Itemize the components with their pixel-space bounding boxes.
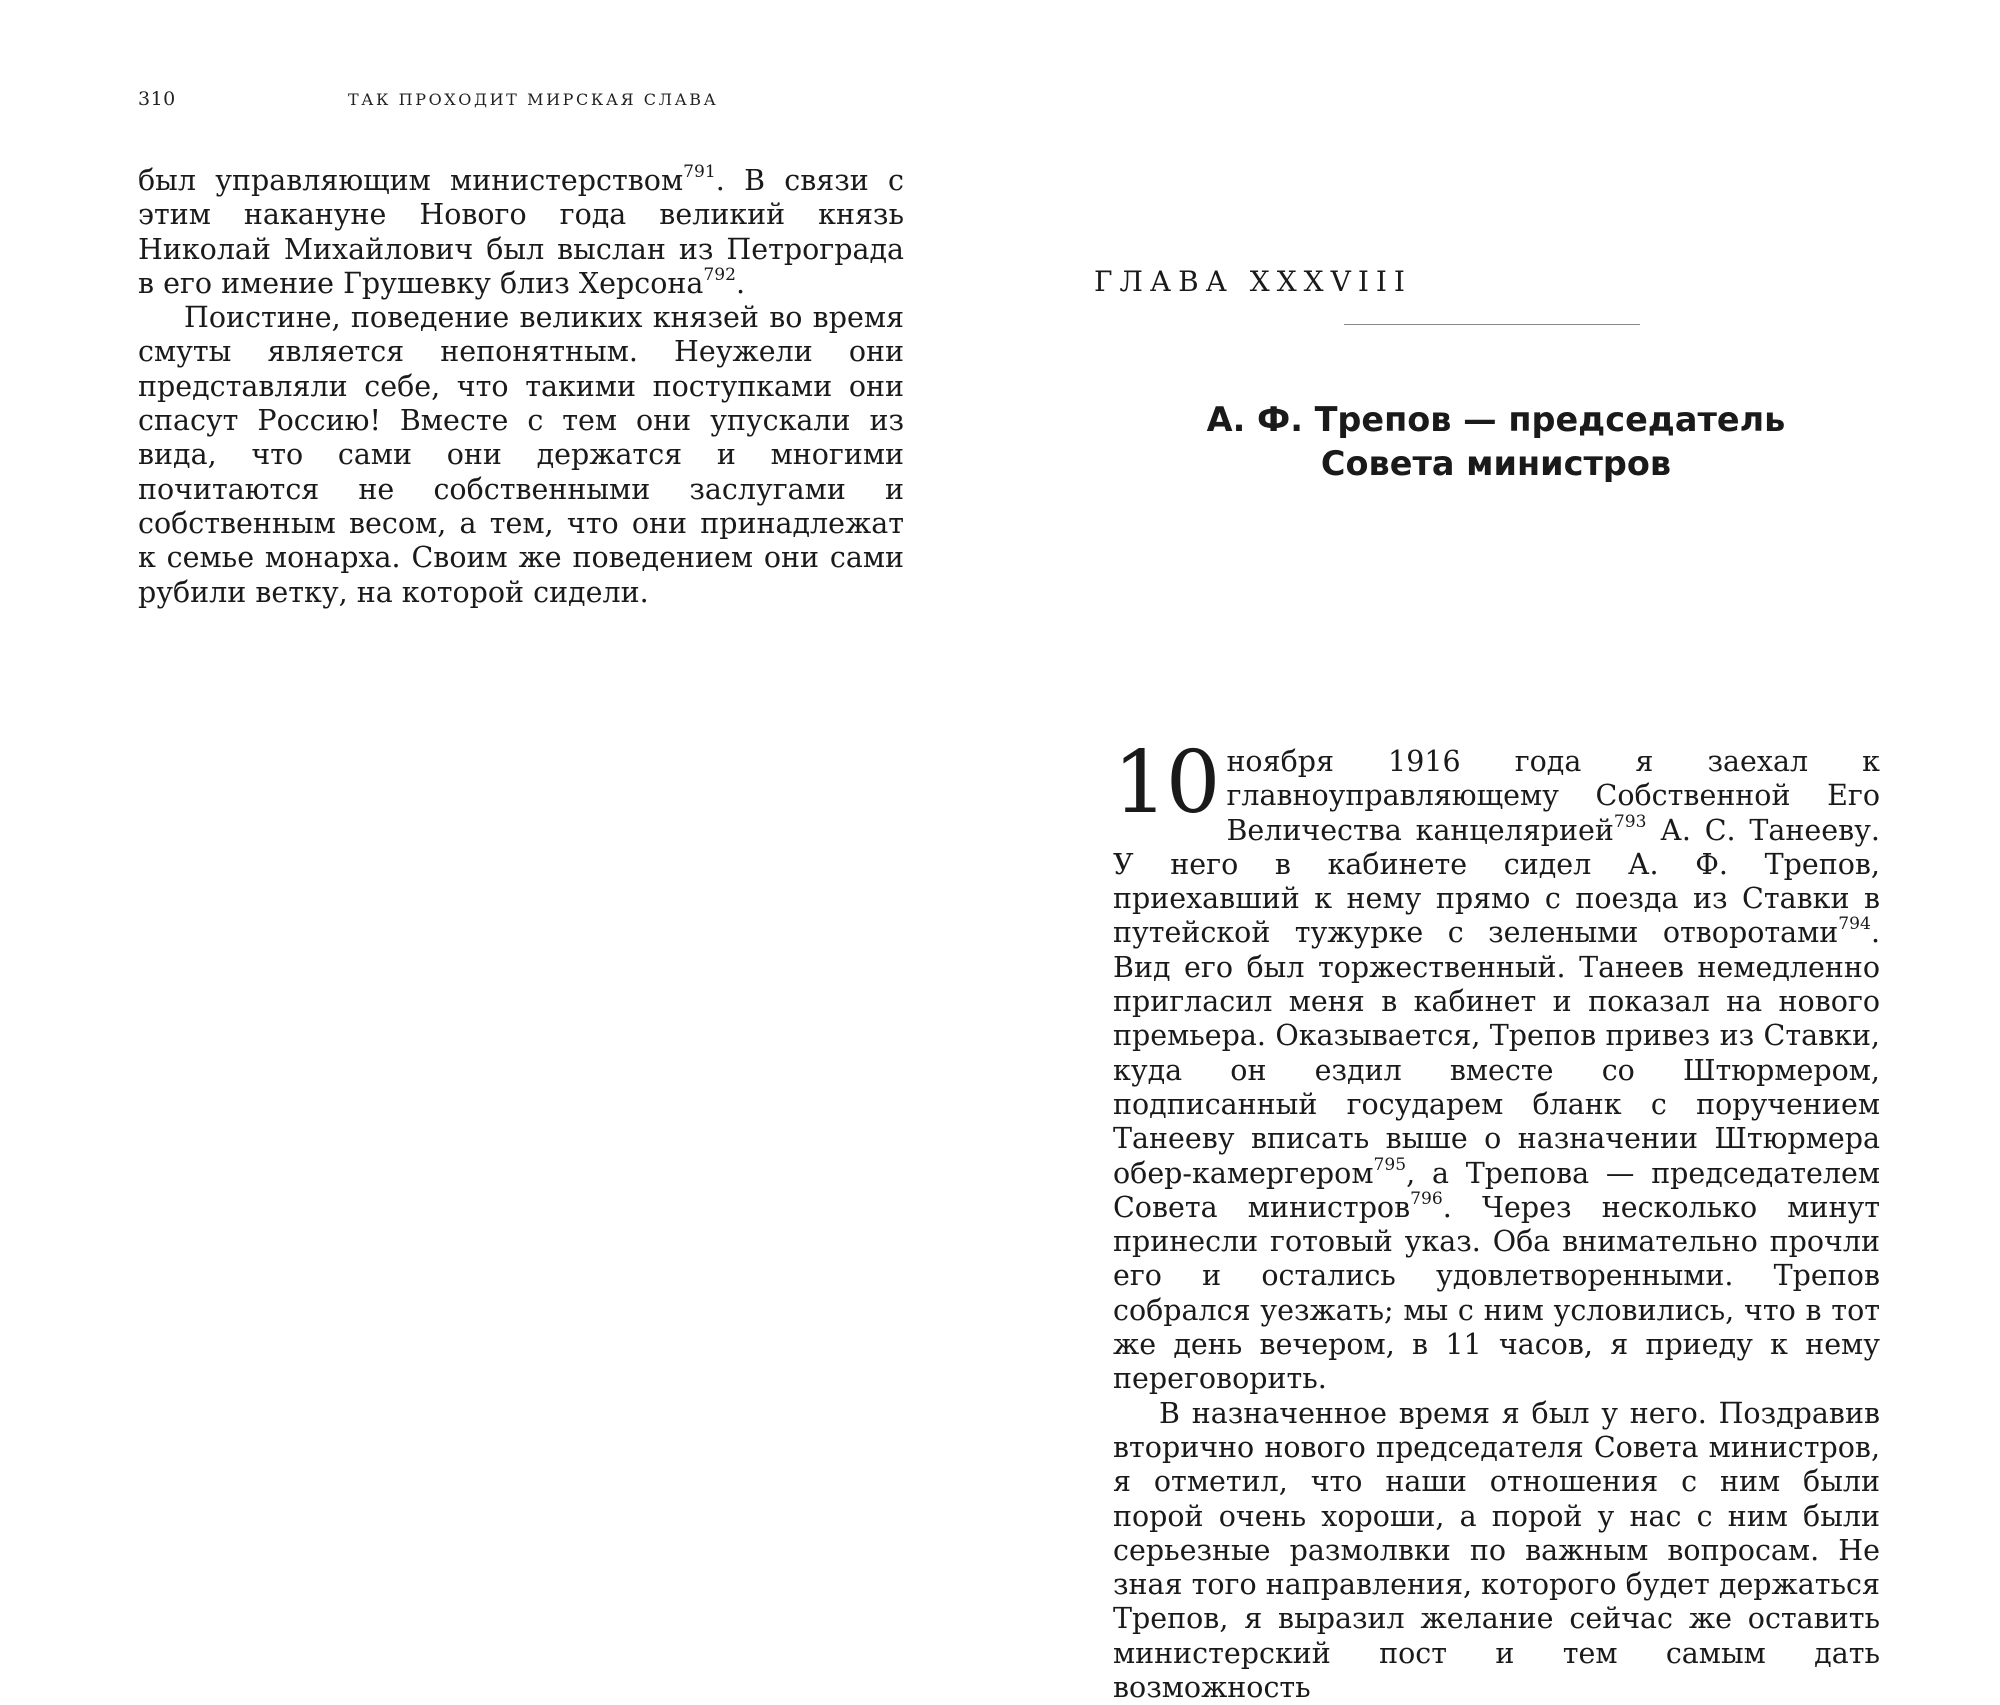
text-run: , а Трепова — председателем Совета министров xyxy=(1113,1156,1880,1224)
footnote-ref-793: 793 xyxy=(1613,811,1647,832)
text-run: А. С. Танееву. У него в кабинете сидел А. Ф. Трепов, приехавший к нему прямо с поезда из Ставки в путейской тужурке с зелеными отворотами xyxy=(1113,813,1880,950)
footnote-ref-795: 795 xyxy=(1373,1154,1407,1175)
running-head xyxy=(138,88,718,110)
text-run: . В связи с этим накануне Нового года великий князь Николай Михайлович был выслан из Петрограда в его имение Грушевку близ Херсона xyxy=(138,164,905,300)
footnote-ref-796: 796 xyxy=(1410,1189,1443,1210)
right-page xyxy=(1000,0,2000,1705)
left-body-text xyxy=(138,164,904,610)
chapter-label xyxy=(1000,265,2000,298)
text-run: В назначенное время я был у него. Поздравив вторично нового председателя Совета министров, я отметил, что наши отношения с ним были порой очень хороши, а порой у нас с ним были серьезные размолвки по важным вопросам. Не зная того направления, которого будет держаться Трепов, я выразил желание сейчас же оставить министерский пост и тем самым дать возможность xyxy=(1113,1396,1880,1705)
left-page xyxy=(0,0,1000,1600)
text-run: Поистине, поведение великих князей во время смуты является непонятным. Неужели они представляли себе, что такими поступками они спасут Россию! Вместе с тем они упускали из вида, что сами они держатся и многими почитаются не собственными заслугами и собственным весом, а тем, что они принадлежат к семье монарха. Своим же поведением они сами рубили ветку, на которой сидели. xyxy=(138,301,904,609)
chapter-title xyxy=(1100,398,1892,486)
right-body-text xyxy=(1113,733,1880,1705)
paragraph xyxy=(1113,1397,1880,1705)
paragraph xyxy=(138,164,904,301)
running-title: ТАК ПРОХОДИТ МИРСКАЯ СЛАВА xyxy=(348,90,719,109)
footnote-ref-792: 792 xyxy=(703,265,737,286)
text-run: ноября 1916 года я заехал к главноуправляющему Собственной Его Величества канцелярией xyxy=(1226,745,1880,847)
paragraph xyxy=(1113,733,1880,1397)
chapter-divider xyxy=(1344,324,1640,325)
footnote-ref-794: 794 xyxy=(1838,914,1871,935)
paragraph xyxy=(138,301,904,610)
text-run: был управляющим министерством xyxy=(138,164,684,197)
page-number: 310 xyxy=(138,88,176,110)
text-run: . Через несколько минут принесли готовый указ. Оба внимательно прочли его и остались удовлетворенными. Трепов собрался уезжать; мы с ним условились, что в тот же день вечером, в 11 часов, я приеду к нему переговорить. xyxy=(1113,1190,1880,1396)
chapter-title-line: А. Ф. Трепов — председатель xyxy=(1206,400,1786,439)
text-run: . Вид его был торжественный. Танеев немедленно пригласил меня в кабинет и показал на нового премьера. Оказывается, Трепов привез из Ставки, куда он ездил вместе со Штюрмером, подписанный государем бланк с поручением Танееву вписать выше о назначении Штюрмера обер-камергером xyxy=(1113,916,1880,1190)
drop-cap: 10 xyxy=(1113,733,1219,833)
text-run: . xyxy=(736,266,746,300)
footnote-ref-791: 791 xyxy=(683,162,716,183)
chapter-title-line: Совета министров xyxy=(1320,444,1672,483)
chapter-number: ГЛАВА XXXVIII xyxy=(1094,265,1412,298)
